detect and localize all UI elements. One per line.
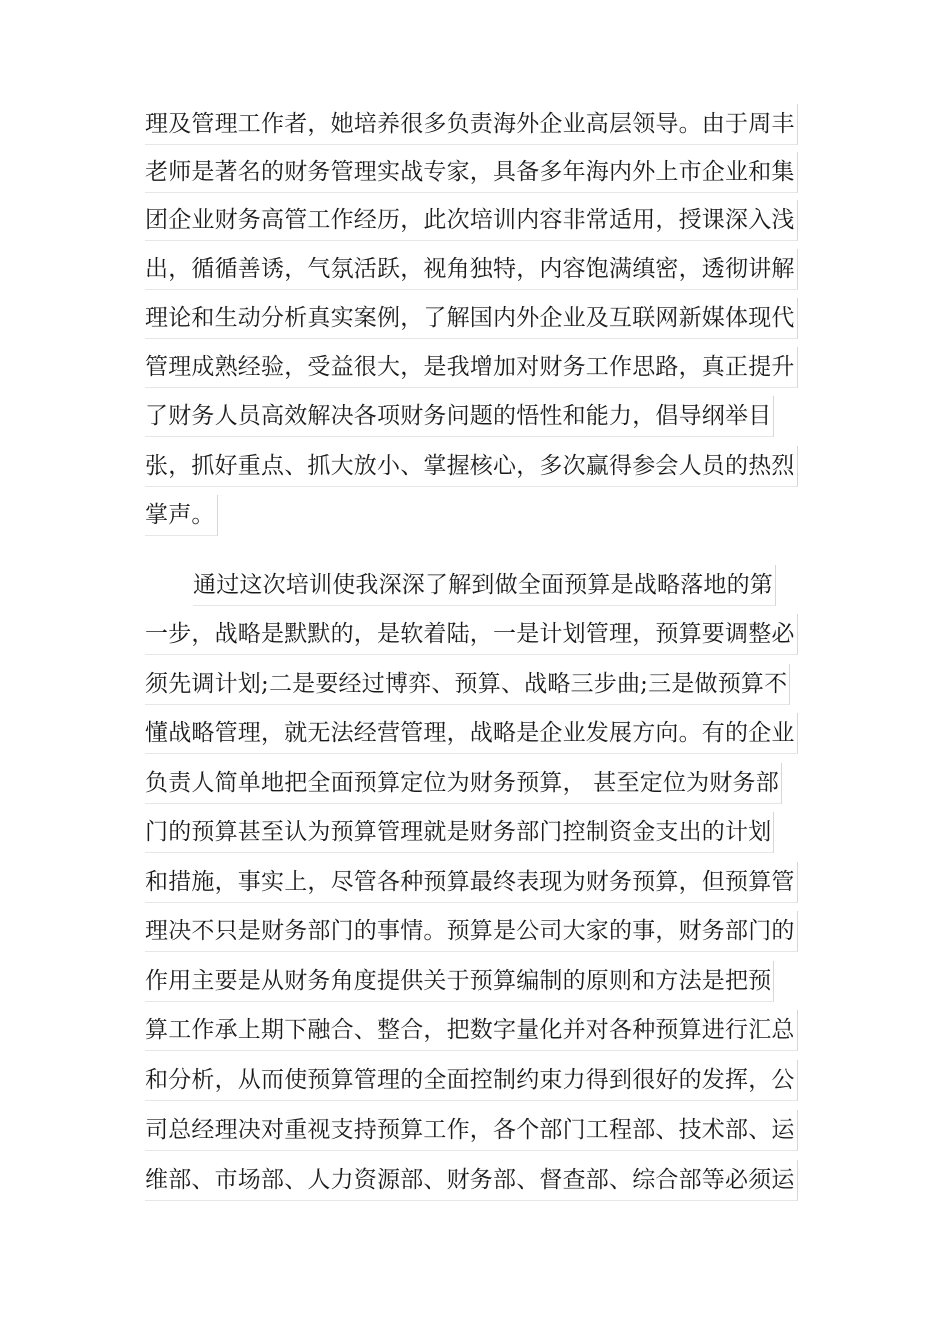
paragraph-2-line-6: 门的预算甚至认为预算管理就是财务部门控制资金支出的计划 [145,812,774,853]
paragraph-2-line-2: 一步，战略是默默的，是软着陆，一是计划管理，预算要调整必 [145,614,798,655]
paragraph-1-line-2: 老师是著名的财务管理实战专家，具备多年海内外上市企业和集 [145,152,798,193]
paragraph-2-line-11: 和分析，从而使预算管理的全面控制约束力得到很好的发挥，公 [145,1060,798,1101]
paragraph-1-line-9: 掌声。 [145,495,218,536]
paragraph-1-line-6: 管理成熟经验，受益很大，是我增加对财务工作思路，真正提升 [145,347,798,388]
paragraph-2-line-13: 维部、市场部、人力资源部、财务部、督查部、综合部等必须运 [145,1160,798,1201]
paragraph-2-line-1: 通过这次培训使我深深了解到做全面预算是战略落地的第 [193,565,776,606]
paragraph-2-line-5: 负责人简单地把全面预算定位为财务预算， 甚至定位为财务部 [145,763,782,804]
paragraph-2-line-3: 须先调计划;二是要经过博弈、预算、战略三步曲;三是做预算不 [145,664,790,705]
paragraph-1-line-5: 理论和生动分析真实案例，了解国内外企业及互联网新媒体现代 [145,298,798,339]
paragraph-2-line-12: 司总经理决对重视支持预算工作，各个部门工程部、技术部、运 [145,1110,798,1151]
paragraph-2-line-9: 作用主要是从财务角度提供关于预算编制的原则和方法是把预 [145,961,774,1002]
paragraph-1-line-7: 了财务人员高效解决各项财务问题的悟性和能力，倡导纲举目 [145,396,774,437]
paragraph-2-line-10: 算工作承上期下融合、整合，把数字量化并对各种预算进行汇总 [145,1010,798,1051]
paragraph-2-line-7: 和措施，事实上，尽管各种预算最终表现为财务预算，但预算管 [145,862,798,903]
paragraph-1-line-1: 理及管理工作者，她培养很多负责海外企业高层领导。由于周丰 [145,104,798,145]
paragraph-1-line-3: 团企业财务高管工作经历，此次培训内容非常适用，授课深入浅 [145,200,798,241]
paragraph-1-line-4: 出，循循善诱，气氛活跃，视角独特，内容饱满缜密，透彻讲解 [145,249,798,290]
paragraph-2-line-4: 懂战略管理，就无法经营管理，战略是企业发展方向。有的企业 [145,713,798,754]
paragraph-2-line-8: 理决不只是财务部门的事情。预算是公司大家的事，财务部门的 [145,911,798,952]
paragraph-1-line-8: 张，抓好重点、抓大放小、掌握核心，多次赢得参会人员的热烈 [145,446,798,487]
